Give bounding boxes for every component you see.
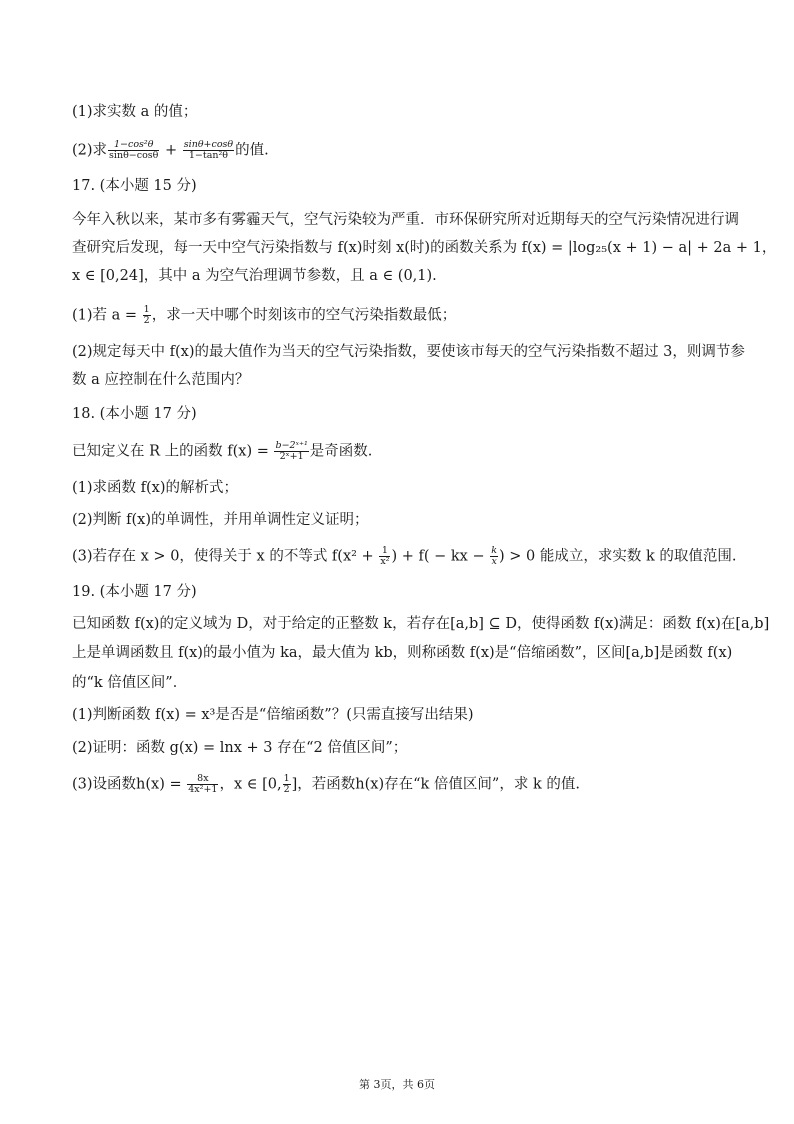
q19-p3-frac1-denominator: 4x²+1 <box>188 784 218 795</box>
q18-intro-fraction <box>274 441 308 462</box>
q16-frac1-numerator: 1−cos²θ <box>108 140 159 151</box>
q19-p3-frac2-denominator: 2 <box>283 784 290 795</box>
q18-part1: (1)求函数 f(x)的解析式； <box>72 480 239 496</box>
q17-part2-line2: 数 a 应控制在什么范围内？ <box>72 372 250 388</box>
q16-part2-suffix: 的值. <box>235 142 269 159</box>
q19-part3-middle: ，x ∈ [0, <box>219 776 282 793</box>
q19-heading: 19. (本小题 17 分) <box>72 584 197 600</box>
q17-frac-numerator: 1 <box>143 304 150 315</box>
q18-part3-middle: ) + f( − kx − <box>391 548 485 565</box>
q18-part3-suffix: ) > 0 能成立，求实数 k 的取值范围. <box>499 548 737 565</box>
q16-frac2-numerator: sinθ+cosθ <box>183 139 234 150</box>
q18-frac-denominator: 2ˣ+1 <box>279 451 304 462</box>
q19-part3-fraction-1 <box>187 774 218 795</box>
q18-p3-frac2-numerator: k <box>491 545 497 556</box>
q18-p3-frac1-numerator: 1 <box>379 546 390 557</box>
q17-part2-line1: (2)规定每天中 f(x)的最大值作为当天的空气污染指数，要使该市每天的空气污染指数不超过 3，则调节参 <box>72 344 745 360</box>
q17-part1 <box>72 305 728 326</box>
q17-frac-denominator: 2 <box>143 315 150 326</box>
q19-part3 <box>72 774 728 795</box>
q18-part2: (2)判断 f(x)的单调性，并用单调性定义证明； <box>72 512 369 528</box>
q19-text-line1: 已知函数 f(x)的定义域为 D，对于给定的正整数 k，若存在[a,b] ⊆ D，使得函数 f(x)满足：函数 f(x)在[a,b] <box>72 616 770 632</box>
q18-intro-prefix: 已知定义在 R 上的函数 f(x) = <box>72 443 269 460</box>
page-footer: 第 3页，共 6页 <box>359 1078 435 1091</box>
q16-part2-prefix: (2)求 <box>72 142 108 159</box>
q17-heading: 17. (本小题 15 分) <box>72 178 197 194</box>
q17-part1-fraction <box>143 305 151 326</box>
q16-part2 <box>72 140 728 161</box>
q18-part3-fraction-2 <box>490 546 498 567</box>
q17-part1-prefix: (1)若 a = <box>72 307 138 324</box>
q18-part3-fraction-1 <box>379 546 390 567</box>
q19-part1: (1)判断函数 f(x) = x³是否是“倍缩函数”？(只需直接写出结果) <box>72 707 474 723</box>
q16-plus-sign: + <box>165 142 178 159</box>
q16-frac1-denominator: sinθ−cosθ <box>109 150 159 161</box>
q19-part3-prefix: (3)设函数h(x) = <box>72 776 182 793</box>
q18-intro-suffix: 是奇函数. <box>309 443 373 460</box>
q18-p3-frac2-denominator: x <box>491 556 497 567</box>
q17-text-line3: x ∈ [0,24]，其中 a 为空气治理调节参数，且 a ∈ (0,1). <box>72 268 437 284</box>
q18-part3 <box>72 545 737 567</box>
q18-heading: 18. (本小题 17 分) <box>72 406 197 422</box>
q19-p3-frac2-numerator: 1 <box>283 773 290 784</box>
q16-fraction-1 <box>108 140 159 161</box>
q18-frac-numerator: b−2ˣ⁺¹ <box>275 440 308 451</box>
q19-text-line2: 上是单调函数且 f(x)的最小值为 ka，最大值为 kb，则称函数 f(x)是“倍缩函数”，区间[a,b]是函数 f(x) <box>72 645 733 661</box>
q19-p3-frac1-numerator: 8x <box>187 774 218 785</box>
q19-part3-suffix: ]，若函数h(x)存在“k 倍值区间”，求 k 的值. <box>291 776 580 793</box>
q17-part1-suffix: ，求一天中哪个时刻该市的空气污染指数最低； <box>151 307 457 324</box>
q17-text-line2: 查研究后发现，每一天中空气污染指数与 f(x)时刻 x(时)的函数关系为 f(x) = |log₂₅(x + 1) − a| + 2a + 1， <box>72 240 777 256</box>
q18-part3-prefix: (3)若存在 x > 0，使得关于 x 的不等式 f(x² + <box>72 548 374 565</box>
q19-part2: (2)证明：函数 g(x) = lnx + 3 存在“2 倍值区间”； <box>72 740 408 756</box>
q16-fraction-2 <box>183 140 234 161</box>
q19-text-line3: 的“k 倍值区间”． <box>72 675 188 691</box>
q18-intro <box>72 441 728 462</box>
q17-text-line1: 今年入秋以来，某市多有雾霾天气，空气污染较为严重．市环保研究所对近期每天的空气污染情况进行调 <box>72 212 739 228</box>
q16-frac2-denominator: 1−tan²θ <box>188 150 229 161</box>
q19-part3-fraction-2 <box>283 774 291 795</box>
q16-part1: (1)求实数 a 的值； <box>72 104 198 120</box>
q18-p3-frac1-denominator: x² <box>380 556 390 567</box>
